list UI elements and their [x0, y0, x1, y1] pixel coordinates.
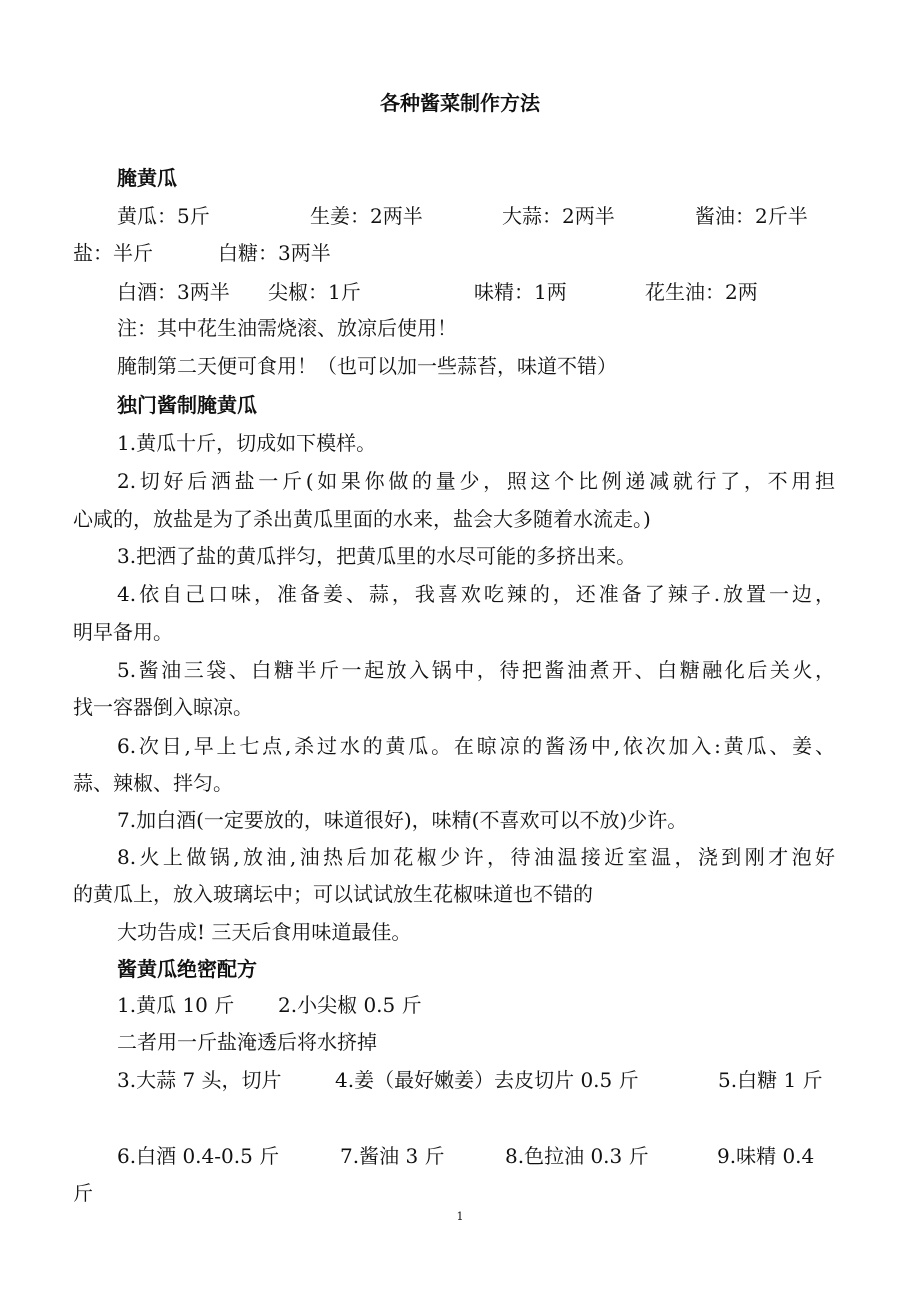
ingredient: 7.酱油 3 斤 [340, 1144, 445, 1168]
note: 注：其中花生油需烧滚、放凉后使用！ [117, 316, 457, 340]
ingredient: 盐：半斤 [73, 241, 153, 265]
ingredient: 3.大蒜 7 头，切片 [117, 1068, 282, 1092]
section-heading: 酱黄瓜绝密配方 [117, 957, 257, 981]
page-title: 各种酱菜制作方法 [380, 91, 540, 115]
ingredient: 9.味精 0.4 [717, 1144, 815, 1168]
ingredient: 4.姜（最好嫩姜）去皮切片 0.5 斤 [335, 1068, 639, 1092]
step-line: 4.依自己口味，准备姜、蒜，我喜欢吃辣的，还准备了辣子.放置一边， [117, 582, 835, 606]
step-line: 1.黄瓜十斤，切成如下模样。 [117, 431, 377, 455]
ingredient: 白酒：3两半 [117, 280, 230, 304]
ingredient: 1.黄瓜 10 斤 [117, 993, 235, 1017]
ingredient: 5.白糖 1 斤 [718, 1068, 823, 1092]
ingredient: 花生油：2两 [645, 280, 758, 304]
step-line: 6.次日,早上七点,杀过水的黄瓜。在晾凉的酱汤中,依次加入:黄瓜、姜、 [117, 734, 835, 758]
step-line: 蒜、辣椒、拌匀。 [73, 771, 233, 795]
step-line: 二者用一斤盐淹透后将水挤掉 [117, 1030, 377, 1054]
ingredient: 8.色拉油 0.3 斤 [505, 1144, 649, 1168]
step-line: 心咸的，放盐是为了杀出黄瓜里面的水来，盐会大多随着水流走。) [73, 507, 651, 531]
ingredient: 白糖：3两半 [218, 241, 331, 265]
step-line: 8.火上做锅,放油,油热后加花椒少许，待油温接近室温，浇到刚才泡好 [117, 845, 835, 869]
page-number: 1 [456, 1210, 464, 1223]
ingredient: 黄瓜：5斤 [117, 204, 210, 228]
step-line: 的黄瓜上，放入玻璃坛中；可以试试放生花椒味道也不错的 [73, 882, 593, 906]
ingredient: 大蒜：2两半 [502, 204, 615, 228]
section-heading: 腌黄瓜 [117, 166, 177, 190]
ingredient: 6.白酒 0.4-0.5 斤 [117, 1144, 280, 1168]
ingredient: 斤 [73, 1181, 93, 1205]
step-line: 大功告成! 三天后食用味道最佳。 [117, 920, 412, 944]
ingredient: 2.小尖椒 0.5 斤 [278, 993, 422, 1017]
ingredient: 尖椒：1斤 [268, 280, 361, 304]
step-line: 找一容器倒入晾凉。 [73, 695, 253, 719]
note: 腌制第二天便可食用！（也可以加一些蒜苔，味道不错） [117, 354, 617, 378]
step-line: 2.切好后洒盐一斤(如果你做的量少，照这个比例递减就行了，不用担 [117, 469, 835, 493]
ingredient: 味精：1两 [474, 280, 567, 304]
section-heading: 独门酱制腌黄瓜 [117, 393, 257, 417]
ingredient: 生姜：2两半 [310, 204, 423, 228]
step-line: 7.加白酒(一定要放的，味道很好)，味精(不喜欢可以不放)少许。 [117, 808, 688, 832]
step-line: 明早备用。 [73, 620, 173, 644]
step-line: 3.把洒了盐的黄瓜拌匀，把黄瓜里的水尽可能的多挤出来。 [117, 544, 637, 568]
ingredient: 酱油：2斤半 [695, 204, 808, 228]
step-line: 5.酱油三袋、白糖半斤一起放入锅中，待把酱油煮开、白糖融化后关火， [117, 658, 835, 682]
